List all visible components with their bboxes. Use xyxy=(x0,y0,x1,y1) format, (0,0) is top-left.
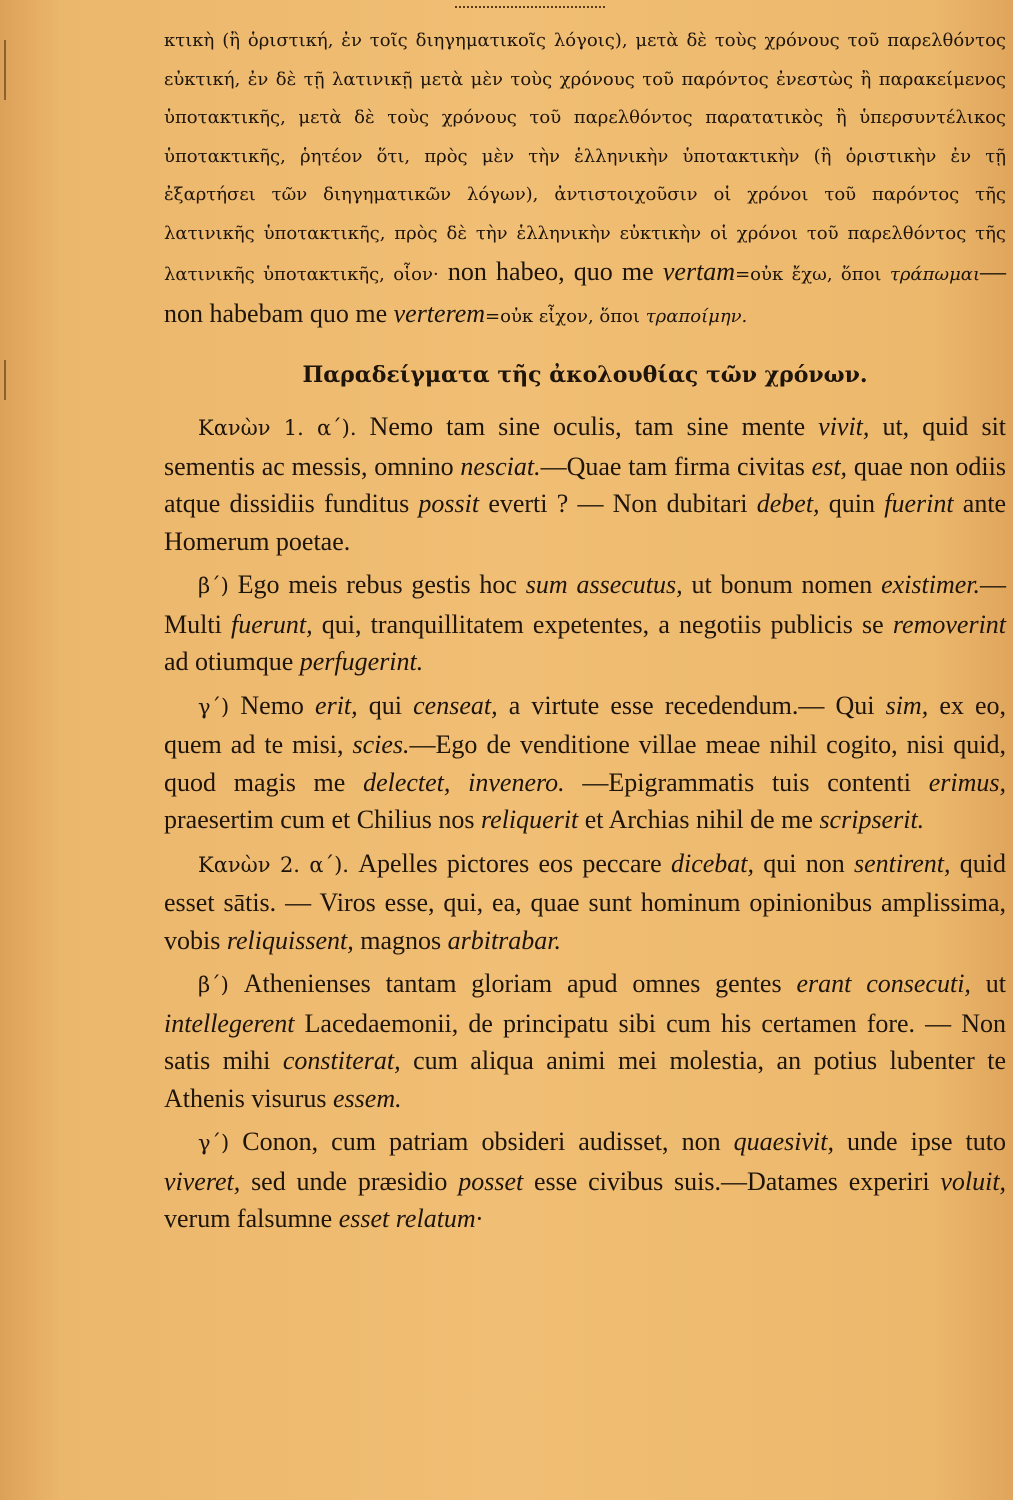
text-run: Apelles pictores eos peccare xyxy=(358,848,662,878)
text-run: ut bonum nomen xyxy=(691,570,873,599)
example-greek: =οὐκ ἔχω, ὅποι xyxy=(735,264,882,285)
text-run: Lacedaemonii, de principatu sibi cum his certamen fore. — Non satis mihi xyxy=(164,1008,1006,1075)
intro-greek-paragraph xyxy=(164,22,1006,336)
text-run: sed unde præsidio xyxy=(251,1166,448,1196)
italic-verb: sim, xyxy=(885,690,929,720)
rule1-c-paragraph xyxy=(164,687,1006,839)
margin-mark xyxy=(4,40,6,100)
italic-verb: intellegerent xyxy=(164,1008,295,1038)
italic-verb: existimer. xyxy=(881,570,981,599)
italic-verb: dicebat, xyxy=(670,848,754,878)
text-run: cum aliqua animi mei molestia, an potius lubenter te Athenis visurus xyxy=(164,1046,1007,1113)
text-run: ex eo, quem ad te misi, xyxy=(164,690,1007,759)
text-run: qui, tranquillitatem expetentes, a negotiis publicis se xyxy=(321,609,884,639)
italic-verb: arbitrabar. xyxy=(447,925,562,955)
text-run: Conon, cum patriam obsideri audisset, non xyxy=(242,1127,721,1156)
text-run: ad otiumque xyxy=(164,647,294,676)
italic-verb: censeat, xyxy=(413,690,498,720)
text-run: quin xyxy=(828,489,875,518)
rule1-a-paragraph xyxy=(164,408,1006,560)
italic-verb: removerint xyxy=(892,609,1007,639)
example-latin: non habeo, quo me xyxy=(447,257,654,286)
text-run: Ego meis rebus gestis hoc xyxy=(237,570,517,599)
text-run: ut, quid sit sementis ac messis, omnino xyxy=(164,412,1007,481)
italic-verb: debet, xyxy=(756,489,820,518)
text-run: quid esset sātis. — Viros esse, qui, ea, quae sunt hominum opinionibus amplissima, vobis xyxy=(164,848,1006,955)
rule-label: γ΄) xyxy=(198,694,230,719)
italic-verb: essem. xyxy=(333,1083,402,1113)
rule-label: Κανὼν 1. α΄). xyxy=(198,416,357,440)
text-run: quae non odiis atque dissidiis funditus xyxy=(164,451,1006,518)
top-dotted-rule xyxy=(455,6,605,8)
text-run: Nemo xyxy=(240,690,304,720)
example-verb: verterem xyxy=(393,298,486,328)
example-greek-verb: τράπωμαι xyxy=(889,264,981,285)
example-verb: vertam xyxy=(662,257,736,286)
text-run: magnos xyxy=(360,925,442,955)
example-greek-verb: τραποίμην. xyxy=(645,305,748,327)
example-latin: —non habebam quo me xyxy=(164,257,1007,328)
text-run: —Quae tam firma civitas xyxy=(540,451,805,481)
text-run: praesertim cum et Chilius nos xyxy=(164,805,475,834)
section-heading: Παραδείγματα τῆς ἀκολουθίας τῶν χρόνων. xyxy=(302,362,868,388)
text-run: a virtute esse recedendum.— Qui xyxy=(508,690,875,720)
rule2-a-paragraph xyxy=(164,845,1006,960)
italic-verb: possit xyxy=(418,489,480,518)
italic-verb: scripserit. xyxy=(819,805,925,834)
example-greek: =οὐκ εἶχον, ὅποι xyxy=(485,305,640,327)
italic-verb: reliquerit xyxy=(481,805,579,834)
rule-label: Κανὼν 2. α΄). xyxy=(198,852,349,877)
rule2-c-paragraph xyxy=(164,1123,1006,1238)
italic-verb: invenero. xyxy=(468,767,565,797)
text-run: verum falsumne xyxy=(164,1204,333,1233)
italic-verb: voluit, xyxy=(940,1166,1007,1196)
italic-verb: erit, xyxy=(315,690,358,720)
italic-verb: viveret, xyxy=(164,1166,241,1196)
rule-label: β΄) xyxy=(198,973,229,997)
italic-verb: erimus, xyxy=(928,767,1007,797)
italic-verb: est, xyxy=(811,451,848,481)
italic-verb: nesciat. xyxy=(460,451,541,481)
text-run: ante Homerum poetae. xyxy=(164,489,1007,556)
page-text xyxy=(164,22,1006,1238)
italic-verb: vivit, xyxy=(818,412,870,441)
rule2-b-paragraph xyxy=(164,965,1006,1117)
italic-verb: esset relatum· xyxy=(338,1204,483,1233)
text-run: qui xyxy=(368,690,403,720)
italic-verb: quaesivit, xyxy=(733,1127,834,1156)
italic-verb: reliquissent, xyxy=(226,925,354,955)
text-run: et Archias nihil de me xyxy=(584,805,813,834)
text-run: —Epigrammatis tuis contenti xyxy=(582,767,912,797)
text-run: ut xyxy=(985,969,1007,998)
italic-verb: posset xyxy=(458,1166,524,1196)
rule-label: γ΄) xyxy=(198,1131,230,1155)
rule1-b-paragraph xyxy=(164,566,1006,681)
rule-label: β΄) xyxy=(198,574,229,598)
text-run: Athenienses tantam gloriam apud omnes gentes xyxy=(243,969,782,998)
text-run: unde ipse tuto xyxy=(847,1127,1007,1156)
italic-verb: constiterat, xyxy=(282,1046,401,1075)
intro-greek-text: κτικὴ (ἢ ὁριστική, ἐν τοῖς διηγηματικοῖς λόγοις), μετὰ δὲ τοὺς χρόνους τοῦ παρελθόντος εὐκτική, ἐν δὲ τῇ λατινικῇ μετὰ μὲν τοὺς χρόνους τοῦ παρόντος ἐνεστὼς ἢ παρακείμενος ὑποτακτικῆς, μετὰ δὲ τοὺς χρόνους τοῦ παρελθόντος παρατατικὸς ἢ ὑπερσυντέλικος ὑποτακτικῆς, ῥητέον ὅτι, πρὸς μὲν τὴν ἑλληνικὴν ὑποτακτικὴν (ἢ ὁριστικὴν ἐν τῇ ἐξαρτήσει τῶν διηγηματικῶν λόγων), ἀντιστοιχοῦσιν οἱ χρόνοι τοῦ παρόντος τῆς λατινικῆς ὑποτακτικῆς, πρὸς δὲ τὴν ἑλληνικὴν εὐκτικὴν οἱ χρόνοι τοῦ παρελθόντος τῆς λατινικῆς ὑποτακτικῆς, οἷον· xyxy=(164,30,1006,285)
italic-verb: delectet, xyxy=(363,767,451,797)
italic-verb: scies. xyxy=(352,730,410,759)
italic-verb: fuerunt, xyxy=(230,609,313,639)
italic-verb: fuerint xyxy=(884,489,954,518)
text-run: Nemo tam sine oculis, tam sine mente xyxy=(369,412,806,441)
margin-mark xyxy=(4,360,6,400)
italic-verb: sum assecutus, xyxy=(525,570,683,599)
italic-verb: erant consecuti, xyxy=(796,969,971,998)
text-run: esse civibus suis.—Datames experiri xyxy=(534,1166,930,1196)
italic-verb: sentirent, xyxy=(853,848,951,878)
text-run: —Ego de venditione villae meae nihil cogito, nisi quid, quod magis me xyxy=(164,730,1006,797)
italic-verb: perfugerint. xyxy=(299,647,424,676)
text-run: qui non xyxy=(763,848,845,878)
text-run: —Multi xyxy=(164,570,1007,639)
text-run: everti ? — Non dubitari xyxy=(488,489,748,518)
